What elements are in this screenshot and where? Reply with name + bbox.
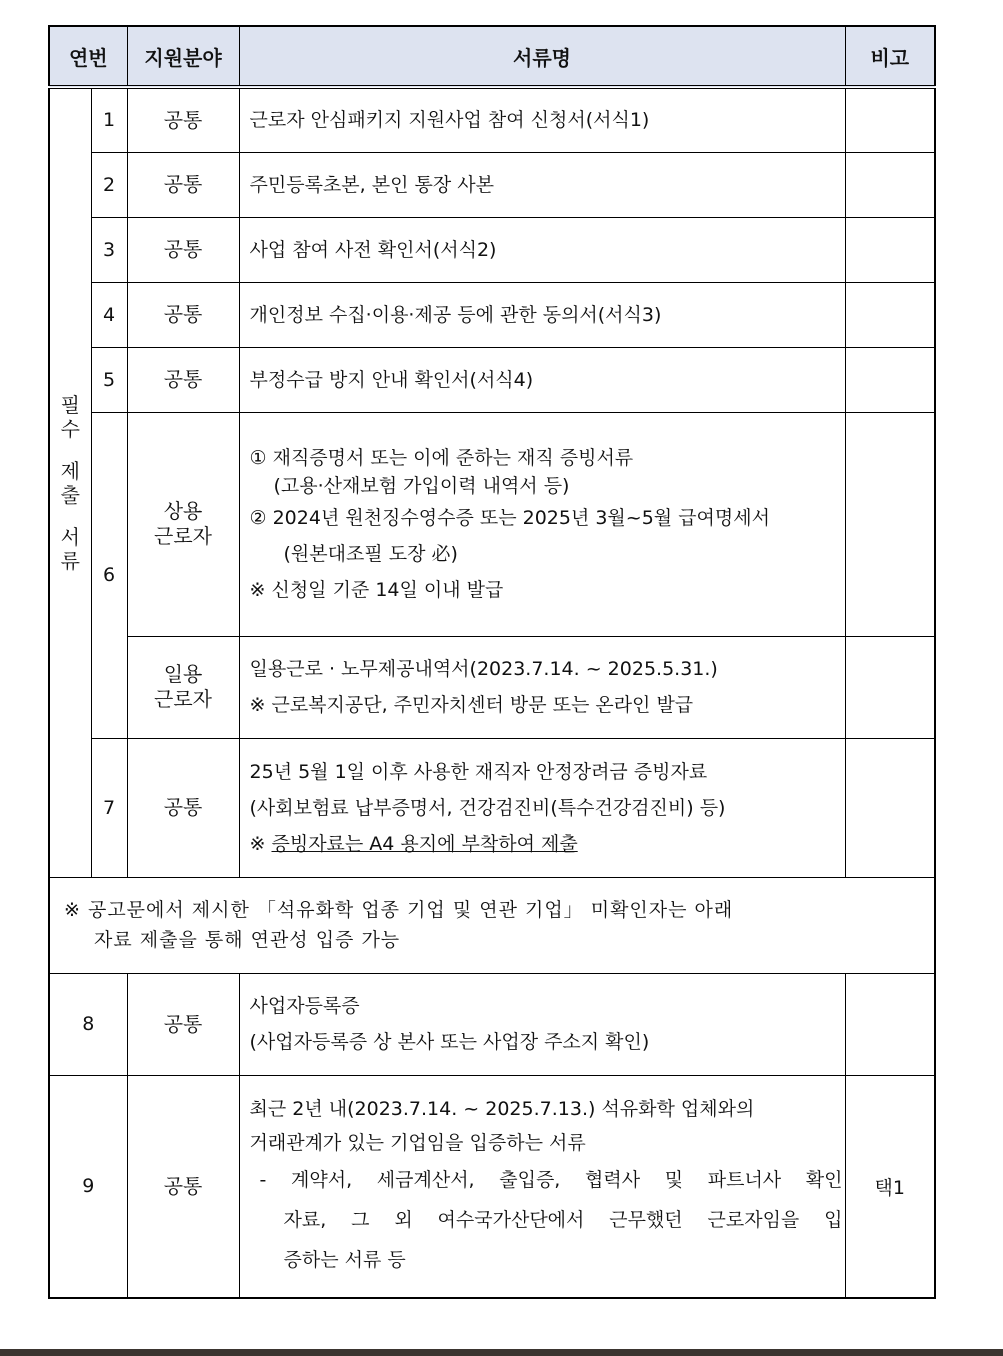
row-field: 공통 [127, 152, 239, 217]
row-number: 6 [91, 412, 127, 738]
table-row [49, 87, 935, 152]
table-row [49, 973, 935, 1075]
row-document: 부정수급 방지 안내 확인서(서식4) [239, 347, 845, 412]
row-field: 공통 [127, 738, 239, 877]
row-document: 사업 참여 사전 확인서(서식2) [239, 217, 845, 282]
row-note [845, 87, 935, 152]
row-document: 사업자등록증 (사업자등록증 상 본사 또는 사업장 주소지 확인) [239, 973, 845, 1075]
row-note [845, 738, 935, 877]
table-header-row [49, 26, 935, 87]
row-number: 3 [91, 217, 127, 282]
required-group-label: 필 수 제 출 서 류 [49, 87, 91, 877]
row-note [845, 973, 935, 1075]
page-bottom-bar [0, 1349, 1003, 1356]
table-row [49, 217, 935, 282]
row-document: 25년 5월 1일 이후 사용한 재직자 안정장려금 증빙자료 (사회보험료 납부증명서, 건강검진비(특수건강검진비) 등) ※ 증빙자료는 A4 용지에 부착하여 제출 [239, 738, 845, 877]
header-doc: 서류명 [239, 26, 845, 87]
table-row [49, 347, 935, 412]
table-row [49, 1075, 935, 1298]
row-note [845, 347, 935, 412]
row-note [845, 636, 935, 738]
row-document-regular: ① 재직증명서 또는 이에 준하는 재직 증빙서류 (고용·산재보험 가입이력 내역서 등) ② 2024년 원천징수영수증 또는 2025년 3월~5월 급여명세서 (원본대조필 도장 必) ※ 신청일 기준 14일 이내 발급 [239, 412, 845, 636]
row-note: 택1 [845, 1075, 935, 1298]
row-number: 8 [49, 973, 127, 1075]
row-note [845, 282, 935, 347]
row-field-regular: 상용 근로자 [127, 412, 239, 636]
notice-row [49, 877, 935, 973]
row-number: 7 [91, 738, 127, 877]
row-note [845, 152, 935, 217]
row-document: 개인정보 수집·이용·제공 등에 관한 동의서(서식3) [239, 282, 845, 347]
header-field: 지원분야 [127, 26, 239, 87]
table-row [49, 282, 935, 347]
row-field-daily: 일용 근로자 [127, 636, 239, 738]
table-row [49, 636, 935, 738]
row-number: 2 [91, 152, 127, 217]
row-number: 9 [49, 1075, 127, 1298]
required-documents-table [48, 25, 936, 1299]
row-field: 공통 [127, 217, 239, 282]
row-note [845, 412, 935, 636]
row-document-daily: 일용근로 · 노무제공내역서(2023.7.14. ~ 2025.5.31.) ※ 근로복지공단, 주민자치센터 방문 또는 온라인 발급 [239, 636, 845, 738]
table-row [49, 738, 935, 877]
row-number: 5 [91, 347, 127, 412]
notice-text: ※ 공고문에서 제시한 「석유화학 업종 기업 및 연관 기업」 미확인자는 아래 자료 제출을 통해 연관성 입증 가능 [49, 877, 935, 973]
row-document: 근로자 안심패키지 지원사업 참여 신청서(서식1) [239, 87, 845, 152]
row-number: 1 [91, 87, 127, 152]
row-field: 공통 [127, 87, 239, 152]
underlined-instruction: 증빙자료는 A4 용지에 부착하여 제출 [271, 832, 578, 855]
row-document: 주민등록초본, 본인 통장 사본 [239, 152, 845, 217]
row-note [845, 217, 935, 282]
row-field: 공통 [127, 347, 239, 412]
table-row [49, 412, 935, 636]
header-note: 비고 [845, 26, 935, 87]
table-row [49, 152, 935, 217]
row-number: 4 [91, 282, 127, 347]
row-document: 최근 2년 내(2023.7.14. ~ 2025.7.13.) 석유화학 업체와의 거래관계가 있는 기업임을 입증하는 서류 - 계약서, 세금계산서, 출입증, 협력사 및 파트너사 확인 자료, 그 외 여수국가산단에서 근무했던 근로자임을 입 증하는 서류 등 [239, 1075, 845, 1298]
row-field: 공통 [127, 282, 239, 347]
row-field: 공통 [127, 973, 239, 1075]
header-no: 연번 [49, 26, 127, 87]
row-field: 공통 [127, 1075, 239, 1298]
